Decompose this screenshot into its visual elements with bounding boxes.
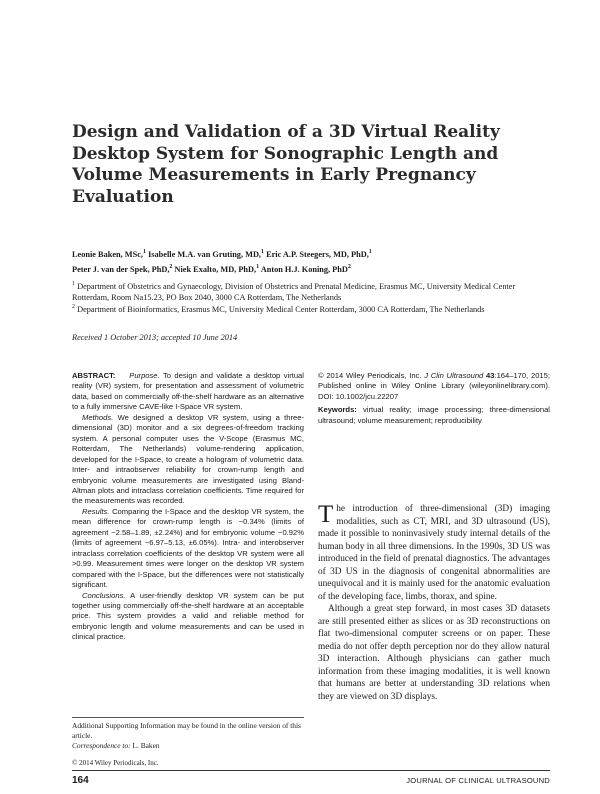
footnotes xyxy=(72,721,304,752)
abstract-citation: © 2014 Wiley Periodicals, Inc. J Clin Ultrasound 43:164–170, 2015; Published online in Wiley Online Library (wileyonlinelibrary.com). DOI: 10.1002/jcu.22207 xyxy=(318,371,550,401)
abstract-label: ABSTRACT: xyxy=(72,371,116,380)
abstract-column-right xyxy=(318,371,550,426)
keywords: Keywords: virtual reality; image processing; three-dimensional ultrasound; volume measurement; reproducibility xyxy=(318,405,550,425)
author: Niek Exalto, MD, PhD, xyxy=(174,264,257,274)
author: Peter J. van der Spek, PhD, xyxy=(72,264,170,274)
author-list: Leonie Baken, MSc,$^1$ Isabelle M.A. van Gruting, MD,$^1$ Eric A.P. Steegers, MD, PhD,$^1$ Peter J. van der Spek, PhD,$^2$ Niek Exalto, MD, PhD,$^1$ Anton H.J. Koning, PhD$^2$ xyxy=(72,249,372,274)
introduction-text xyxy=(318,503,550,703)
abstract-conclusions: Conclusions. A user-friendly desktop VR system can be put together using commercially off-the-shelf hardware at an acceptable price. This system provides a valid and reliable method for embryonic length and volume measurements and can be used in clinical practice. xyxy=(72,590,304,642)
abstract-purpose: ABSTRACT: Purpose. To design and validate a desktop virtual reality (VR) system, for presentation and assessment of volumetric data, based on commercially off-the-shelf hardware as an alternative to a fully immersive CAVE-like I-Space VR system. xyxy=(72,371,304,412)
author: Anton H.J. Koning, PhD xyxy=(260,264,348,274)
page-number: 164 xyxy=(72,775,89,786)
affiliation-1: $^1$ Department of Obstetrics and Gynaecology, Division of Obstetrics and Prenatal Medicine, Erasmus MC, University Medical Center Rotterdam, Room Na15.23, PO Box 2040, 3000 CA Rotterdam, The Netherlands xyxy=(72,281,516,303)
author: Leonie Baken, MSc, xyxy=(72,249,143,259)
body-paragraph: The introduction of three-dimensional (3D) imaging modalities, such as CT, MRI, and 3D ultrasound (US), made it possible to noninvasively study internal details of the human body in all three dimensions. In the 1990s, 3D US was introduced in the field of prenatal diagnostics. The advantages of 3D US in the diagnosis of congenital abnormalities are unequivocal and it is mainly used for the anatomic evaluation of the developing face, limbs, thorax, and spine. xyxy=(318,501,550,602)
author: Eric A.P. Steegers, MD, PhD, xyxy=(266,249,369,259)
abstract-results: Results. Comparing the I-Space and the desktop VR system, the mean difference for crown-rump length is −0.34% (limits of agreement −2.58–1.89, ±2.24%) and for embryonic volume −0.92% (limits of agreement −6.97–5.13, ±6.05%). Intra- and interobserver intraclass correlation coefficients of the desktop VR system were all >0.99. Measurement times were longer on the desktop VR system compared with the I-Space, but the differences were not statistically significant. xyxy=(72,506,304,590)
abstract-column-left xyxy=(72,371,304,643)
drop-cap: T xyxy=(318,501,334,528)
supporting-info-note: Additional Supporting Information may be found in the online version of this article. xyxy=(72,721,301,741)
received-dates: Received 1 October 2013; accepted 10 June 2014 xyxy=(72,333,238,342)
body-paragraph: Although a great step forward, in most cases 3D datasets are still presented either as slices or as 3D reconstructions on flat two-dimensional computer screens or on paper. These media do not offer depth perception nor do they allow natural 3D interaction. Although physicians can gather much information from these imaging modalities, it is well known that humans are better at understanding 3D relations when they are viewed on 3D displays. xyxy=(318,604,550,702)
abstract-methods: Methods. We designed a desktop VR system, using a three-dimensional (3D) monitor and a six degrees-of-freedom tracking system. A personal computer uses the V-Scope (Erasmus MC, Rotterdam, The Netherlands) volume-rendering application, developed for the I-Space, to create a hologram of volumetric data. Inter- and intraobserver reliability for crown-rump length and embryonic volume measurements are investigated using Bland-Altman plots and intraclass correlation coefficients. Time required for the measurements was recorded. xyxy=(72,412,304,506)
correspondence-note: Correspondence to: L. Baken xyxy=(72,741,160,751)
journal-name: JOURNAL OF CLINICAL ULTRASOUND xyxy=(406,776,550,785)
article-title: Design and Validation of a 3D Virtual Reality Desktop System for Sonographic Length and Volume Measurements in Early Pregnancy Evaluation xyxy=(72,122,500,207)
affiliation-2: $^2$ Department of Bioinformatics, Erasmus MC, University Medical Center Rotterdam, 3000 CA Rotterdam, The Netherlands xyxy=(72,304,485,314)
footer-divider xyxy=(72,770,550,771)
author: Isabelle M.A. van Gruting, MD, xyxy=(148,249,262,259)
copyright-note: © 2014 Wiley Periodicals, Inc. xyxy=(72,759,159,767)
footnote-divider xyxy=(72,717,304,718)
